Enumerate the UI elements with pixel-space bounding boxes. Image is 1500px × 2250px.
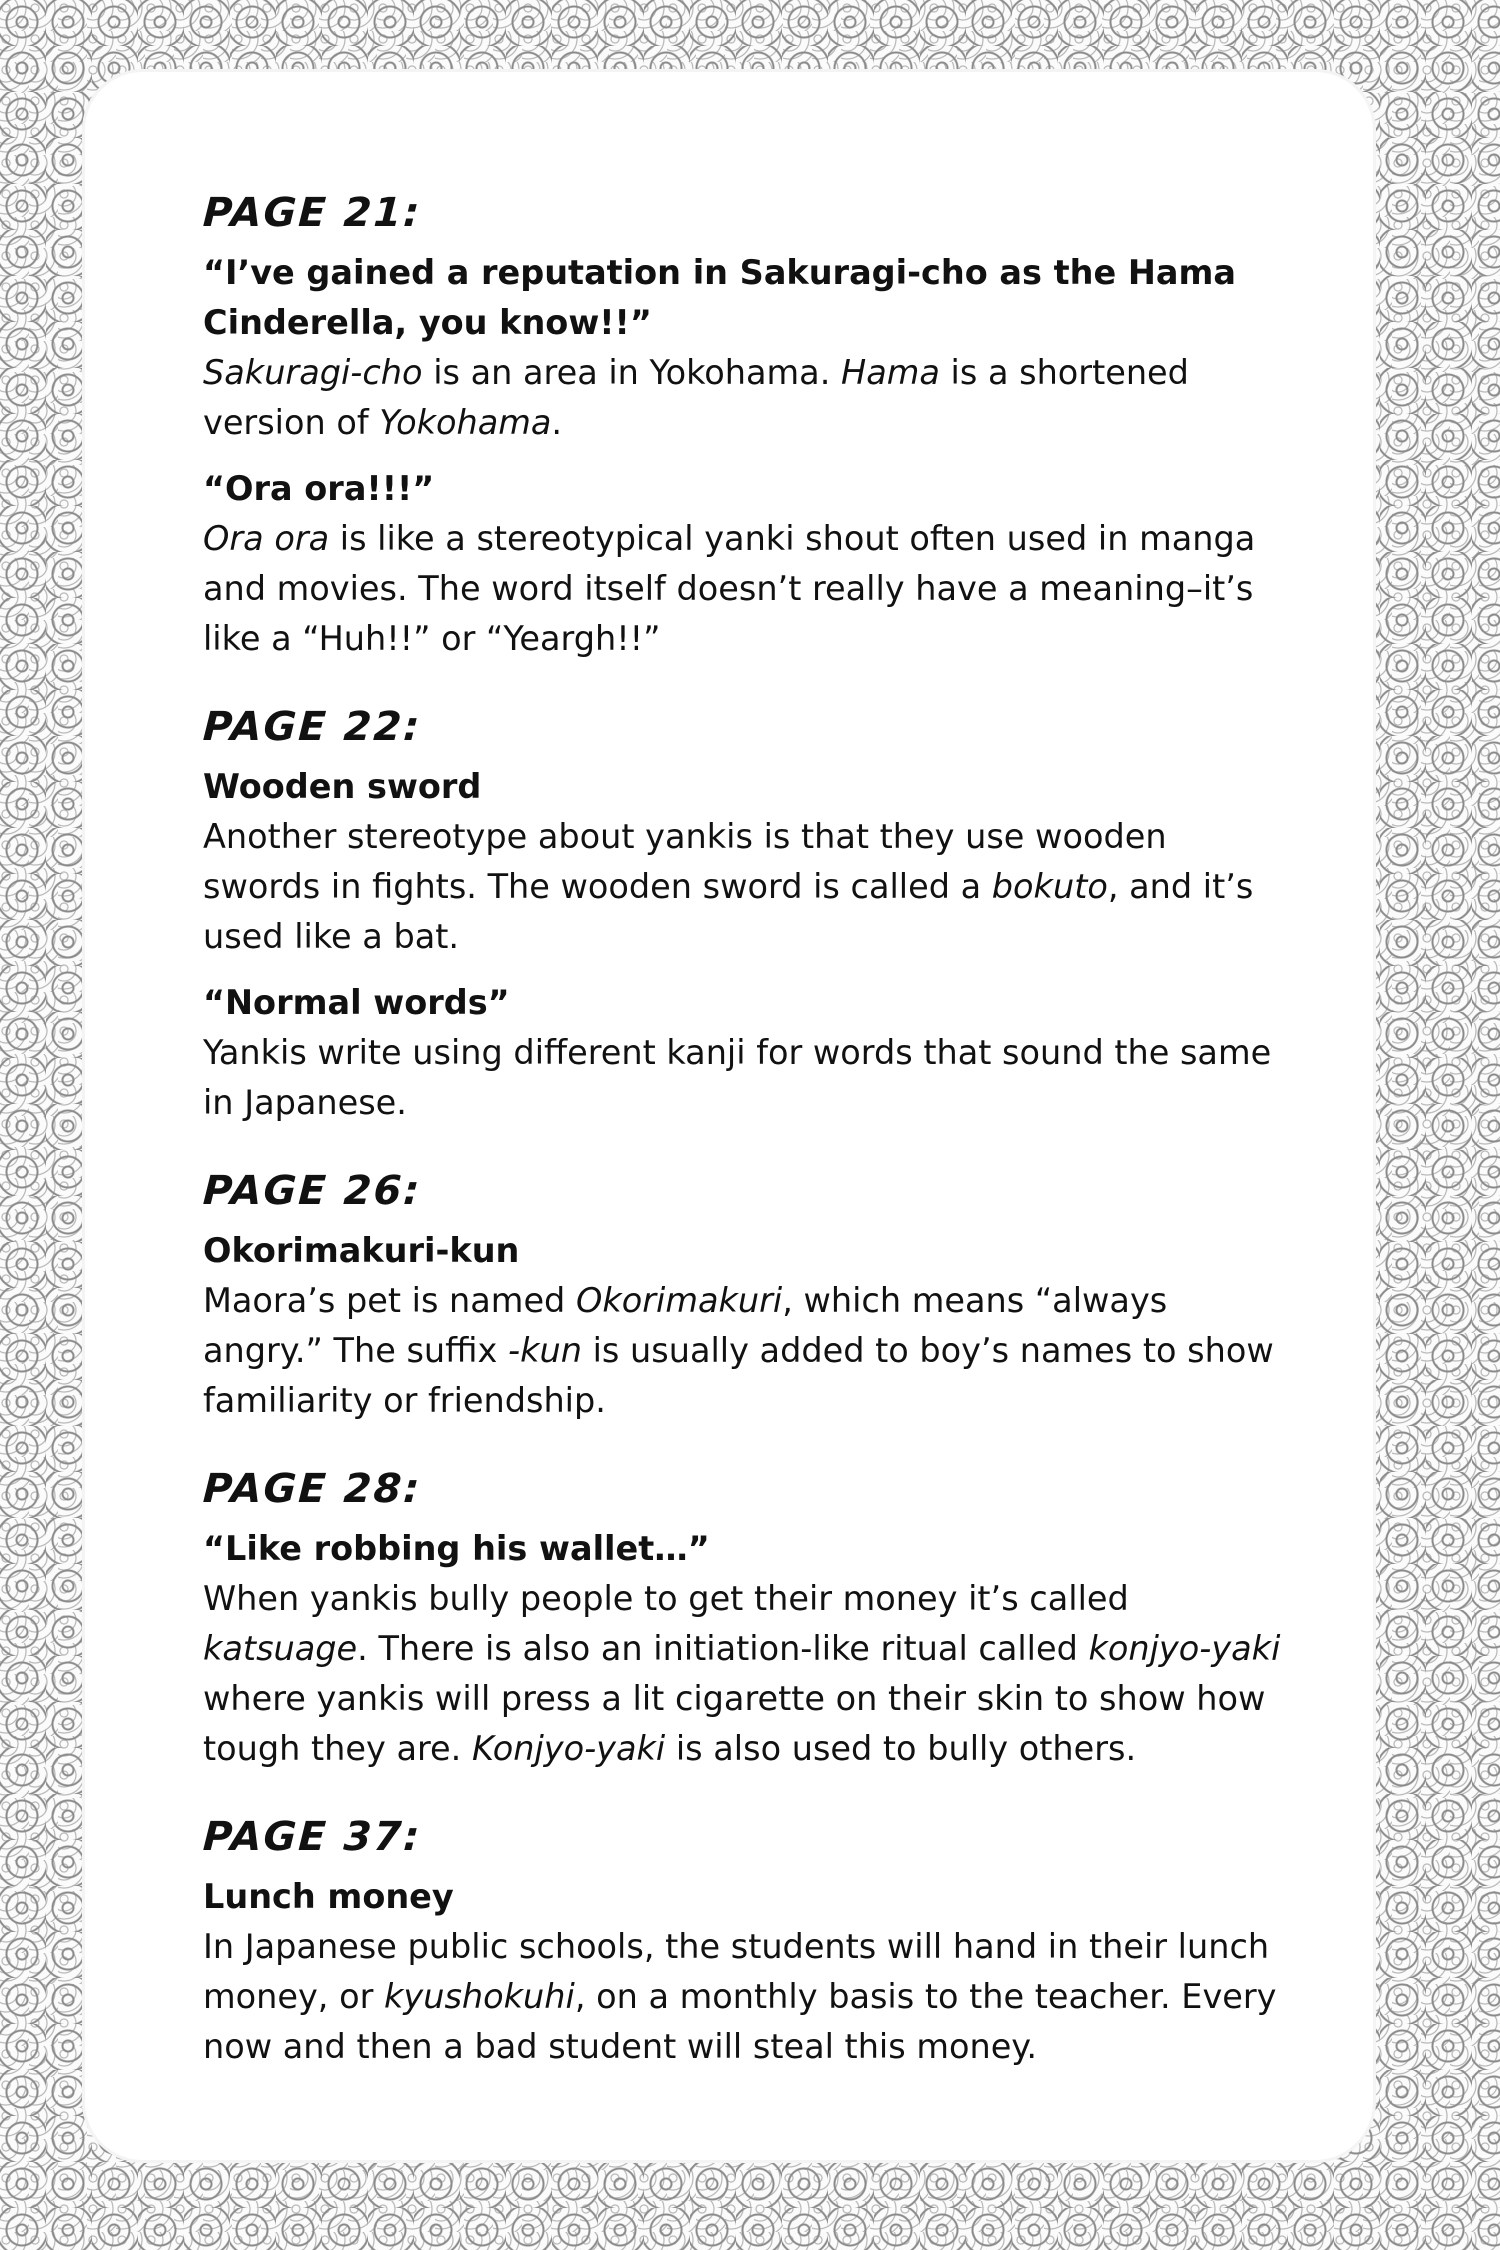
note-entry [203,248,1293,448]
page-heading: PAGE 22: [201,704,423,750]
italic-term: Okorimakuri [575,1281,783,1320]
notes-section [203,702,1293,1128]
notes-section [203,1812,1293,2072]
italic-term: konjyo-yaki [1088,1629,1281,1668]
italic-term: Ora ora [203,519,330,558]
italic-term: Yokohama [379,403,552,442]
body-text: is like a stereotypical yanki shout often used in manga and movies. The word itself doesn’t really have a meaning–it’s like a “Huh!!” or “Yeargh!!” [203,519,1256,658]
notes-section [203,1166,1293,1426]
note-entry [203,464,1293,664]
body-text: . [551,403,563,442]
italic-term: kyushokuhi [384,1977,575,2016]
body-text: is usually added to boy’s names to show familiarity or friendship. [203,1331,1274,1420]
italic-term: Konjyo-yaki [471,1729,666,1768]
note-body [203,1574,1293,1774]
page-heading: PAGE 28: [201,1466,423,1512]
notes-section [203,1464,1293,1774]
italic-term: katsuage [203,1629,358,1668]
body-text: When yankis bully people to get their money it’s called [203,1579,1129,1618]
italic-term: bokuto [991,867,1108,906]
note-entry [203,1226,1293,1426]
note-body [203,348,1293,448]
page-heading: PAGE 26: [201,1168,423,1214]
body-text: In Japanese public schools, the students will hand in their lunch money, or [203,1927,1270,2016]
note-body [203,1922,1293,2072]
note-entry [203,1872,1293,2072]
note-entry [203,762,1293,962]
translation-notes [203,188,1293,2110]
body-text: is an area in Yokohama. [422,353,841,392]
italic-term: Sakuragi-cho [203,353,423,392]
body-text: is also used to bully others. [665,1729,1137,1768]
italic-term: -kun [508,1331,582,1370]
italic-term: Hama [841,353,940,392]
note-body [203,1028,1293,1128]
note-title: Okorimakuri-kun [203,1231,520,1270]
body-text: Yankis write using different kanji for words that sound the same in Japanese. [203,1033,1272,1122]
notes-section [203,188,1293,664]
body-text: , and it’s used like a bat. [203,867,1254,956]
note-entry [203,978,1293,1128]
note-title: “Ora ora!!!” [203,469,435,508]
note-body [203,1276,1293,1426]
note-title: “Like robbing his wallet…” [203,1529,710,1568]
note-body [203,812,1293,962]
note-title: Wooden sword [203,767,482,806]
page-heading: PAGE 37: [201,1814,423,1860]
body-text: , on a monthly basis to the teacher. Every now and then a bad student will steal this money. [203,1977,1277,2066]
note-title: “I’ve gained a reputation in Sakuragi-cho as the Hama Cinderella, you know!!” [203,253,1237,342]
page-heading: PAGE 21: [201,190,423,236]
body-text: . There is also an initiation-like ritual called [357,1629,1089,1668]
note-title: Lunch money [203,1877,454,1916]
note-entry [203,1524,1293,1774]
note-title: “Normal words” [203,983,510,1022]
body-text: where yankis will press a lit cigarette on their skin to show how tough they are. [203,1679,1266,1768]
note-body [203,514,1293,664]
body-text: Maora’s pet is named [203,1281,576,1320]
body-text: Another stereotype about yankis is that they use wooden swords in fights. The wooden sword is called a [203,817,1167,906]
body-text: is a shortened version of [203,353,1189,442]
body-text: , which means “always angry.” The suffix [203,1281,1168,1370]
